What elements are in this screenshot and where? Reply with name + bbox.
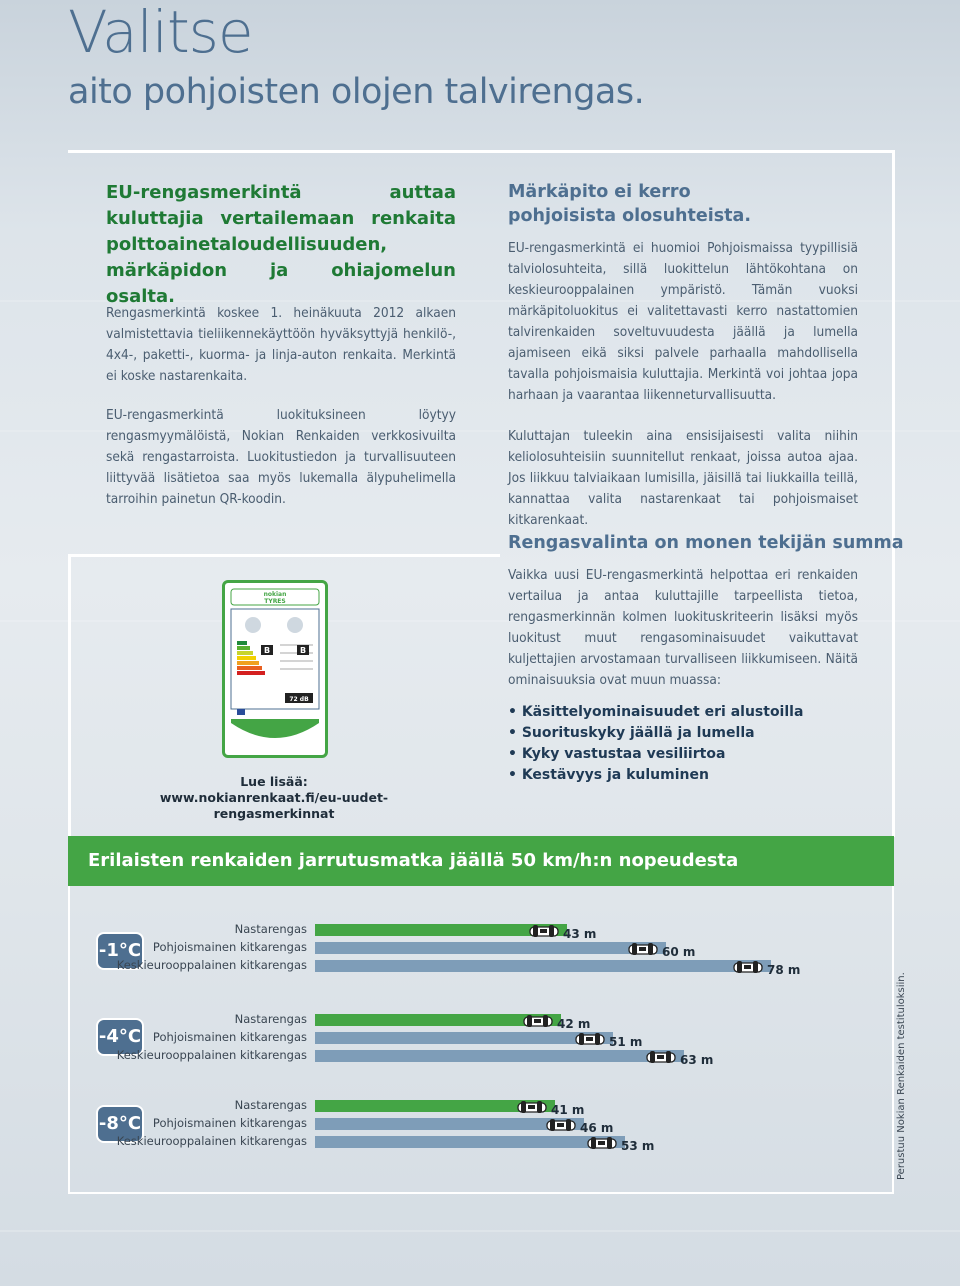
temperature-badge: -8°C bbox=[98, 1107, 142, 1141]
temperature-badge: -1°C bbox=[98, 934, 142, 968]
data-label: 53 m bbox=[621, 1139, 655, 1153]
svg-text:nokian: nokian bbox=[263, 591, 287, 598]
learn-more-link[interactable]: www.nokianrenkaat.fi/eu-uudet-rengasmerkinnat bbox=[159, 790, 389, 821]
availability-paragraph: EU-rengasmerkintä luokituksineen löytyy rengasmyymälöistä, Nokian Renkaiden verkkosivuilta sekä rengastarroista. Luokitustiedon ja turvallisuuteen liittyvää lisätietoa saa myös lukemalla älypuhelimella tarroihin painetun QR-koodin. bbox=[106, 407, 456, 507]
tick-label: Keskieurooppalainen kitkarengas bbox=[116, 958, 307, 972]
feature-list bbox=[508, 702, 803, 786]
tyre-choice-paragraph: Vaikka uusi EU-rengasmerkintä helpottaa eri renkaiden vertailua ja antaa kuluttajille tarpeellista tietoa, rengasmerkinnän kolmen luokituskriteerin lisäksi myös luokitust muut rengasominaisuudet vaikuttavat kuljettajien arvostamaan turvalliseen liikkumiseen. Näitä ominaisuuksia ovat muun muassa: bbox=[508, 567, 858, 688]
car-icon bbox=[546, 1117, 576, 1131]
learn-more bbox=[128, 774, 420, 822]
intro-paragraph: Rengasmerkintä koskee 1. heinäkuuta 2012 alkaen valmistettavia tieliikennekäyttöön hyväksyttyjä henkilö-, 4x4-, paketti-, kuorma- ja linja-auton renkaita. Merkintä ei koske nastarenkaita. bbox=[106, 305, 456, 384]
section-heading-tyre-choice: Rengasvalinta on monen tekijän summa bbox=[508, 533, 904, 553]
frame-line bbox=[68, 554, 71, 837]
tick-label: Nastarengas bbox=[234, 1012, 307, 1026]
bar bbox=[315, 960, 771, 972]
learn-more-label: Lue lisää: bbox=[240, 774, 308, 789]
svg-text:TYRES: TYRES bbox=[264, 598, 286, 605]
data-label: 41 m bbox=[551, 1103, 585, 1117]
tick-label: Pohjoismainen kitkarengas bbox=[152, 1030, 307, 1044]
car-icon bbox=[646, 1049, 676, 1063]
tick-label: Nastarengas bbox=[234, 1098, 307, 1112]
car-icon bbox=[517, 1099, 547, 1113]
page-title: Valitse bbox=[68, 0, 253, 66]
bar bbox=[315, 1136, 625, 1148]
bar bbox=[315, 1050, 684, 1062]
tyre-label-graphic bbox=[225, 583, 325, 755]
tick-label: Pohjoismainen kitkarengas bbox=[152, 940, 307, 954]
data-label: 43 m bbox=[563, 927, 597, 941]
car-icon bbox=[733, 959, 763, 973]
data-label: 78 m bbox=[767, 963, 801, 977]
data-label: 63 m bbox=[680, 1053, 714, 1067]
car-icon bbox=[628, 941, 658, 955]
tick-label: Nastarengas bbox=[234, 922, 307, 936]
choice-paragraph: Kuluttajan tuleekin aina ensisijaisesti valita niihin keliolosuhteisiin suunnitellut renkaat, joissa autoa ajaa. Jos liikkuu talviaikaan lumisilla, jäisillä tai liukkailla teillä, kannattaa valita nastarenkaat tai pohjoismaiset kitkarenkaat. bbox=[508, 428, 858, 528]
feature-item: • Suorituskyky jäällä ja lumella bbox=[508, 723, 803, 744]
data-label: 42 m bbox=[557, 1017, 591, 1031]
data-label: 51 m bbox=[609, 1035, 643, 1049]
bar bbox=[315, 1032, 613, 1044]
feature-item: • Kyky vastustaa vesiliirtoa bbox=[508, 744, 803, 765]
bar bbox=[315, 942, 666, 954]
tick-label: Keskieurooppalainen kitkarengas bbox=[116, 1048, 307, 1062]
data-label: 60 m bbox=[662, 945, 696, 959]
feature-item: • Kestävyys ja kuluminen bbox=[508, 765, 803, 786]
bar bbox=[315, 1118, 584, 1130]
data-label: 46 m bbox=[580, 1121, 614, 1135]
tick-label: Keskieurooppalainen kitkarengas bbox=[116, 1134, 307, 1148]
chart-title: Erilaisten renkaiden jarrutusmatka jäällä 50 km/h:n nopeudesta bbox=[88, 850, 739, 871]
section-heading-wet-grip: Märkäpito ei kerro pohjoisista olosuhteista. bbox=[508, 182, 751, 226]
tick-label: Pohjoismainen kitkarengas bbox=[152, 1116, 307, 1130]
svg-text:72 dB: 72 dB bbox=[289, 696, 309, 703]
intro-lead: EU-rengasmerkintä auttaa kuluttajia vertailemaan renkaita polttoainetaloudellisuuden, märkäpidon ja ohiajomelun osalta. bbox=[106, 182, 456, 307]
frame-line bbox=[892, 150, 895, 837]
car-icon bbox=[575, 1031, 605, 1045]
frame-line bbox=[68, 554, 500, 557]
source-footnote: Perustuu Nokian Renkaiden testituloksiin. bbox=[896, 972, 907, 1180]
frame-line bbox=[68, 150, 894, 153]
page-subtitle: aito pohjoisten olojen talvirengas. bbox=[68, 72, 645, 112]
car-icon bbox=[587, 1135, 617, 1149]
car-icon bbox=[529, 923, 559, 937]
car-icon bbox=[523, 1013, 553, 1027]
wet-grip-paragraph: EU-rengasmerkintä ei huomioi Pohjoismaissa tyypillisiä talviolosuhteita, sillä luokittelun lähtökohtana on keskieurooppalainen ympäristö. Tämän vuoksi märkäpitoluokitus ei valitettavasti kerro nastattomien talvirenkaiden soveltuvuudesta jäällä ja lumella ajamiseen eikä siksi palvele parhaalla mahdollisella tavalla pohjoismaisia kuluttajia. Merkintä voi johtaa jopa harhaan ja vaarantaa liikenneturvallisuutta. bbox=[508, 240, 858, 403]
svg-text:B: B bbox=[299, 646, 307, 655]
chart-title-bar bbox=[68, 836, 894, 886]
feature-item: • Käsittelyominaisuudet eri alustoilla bbox=[508, 702, 803, 723]
temperature-badge: -4°C bbox=[98, 1020, 142, 1054]
eu-tyre-label-image bbox=[222, 580, 328, 758]
svg-text:B: B bbox=[263, 646, 271, 655]
